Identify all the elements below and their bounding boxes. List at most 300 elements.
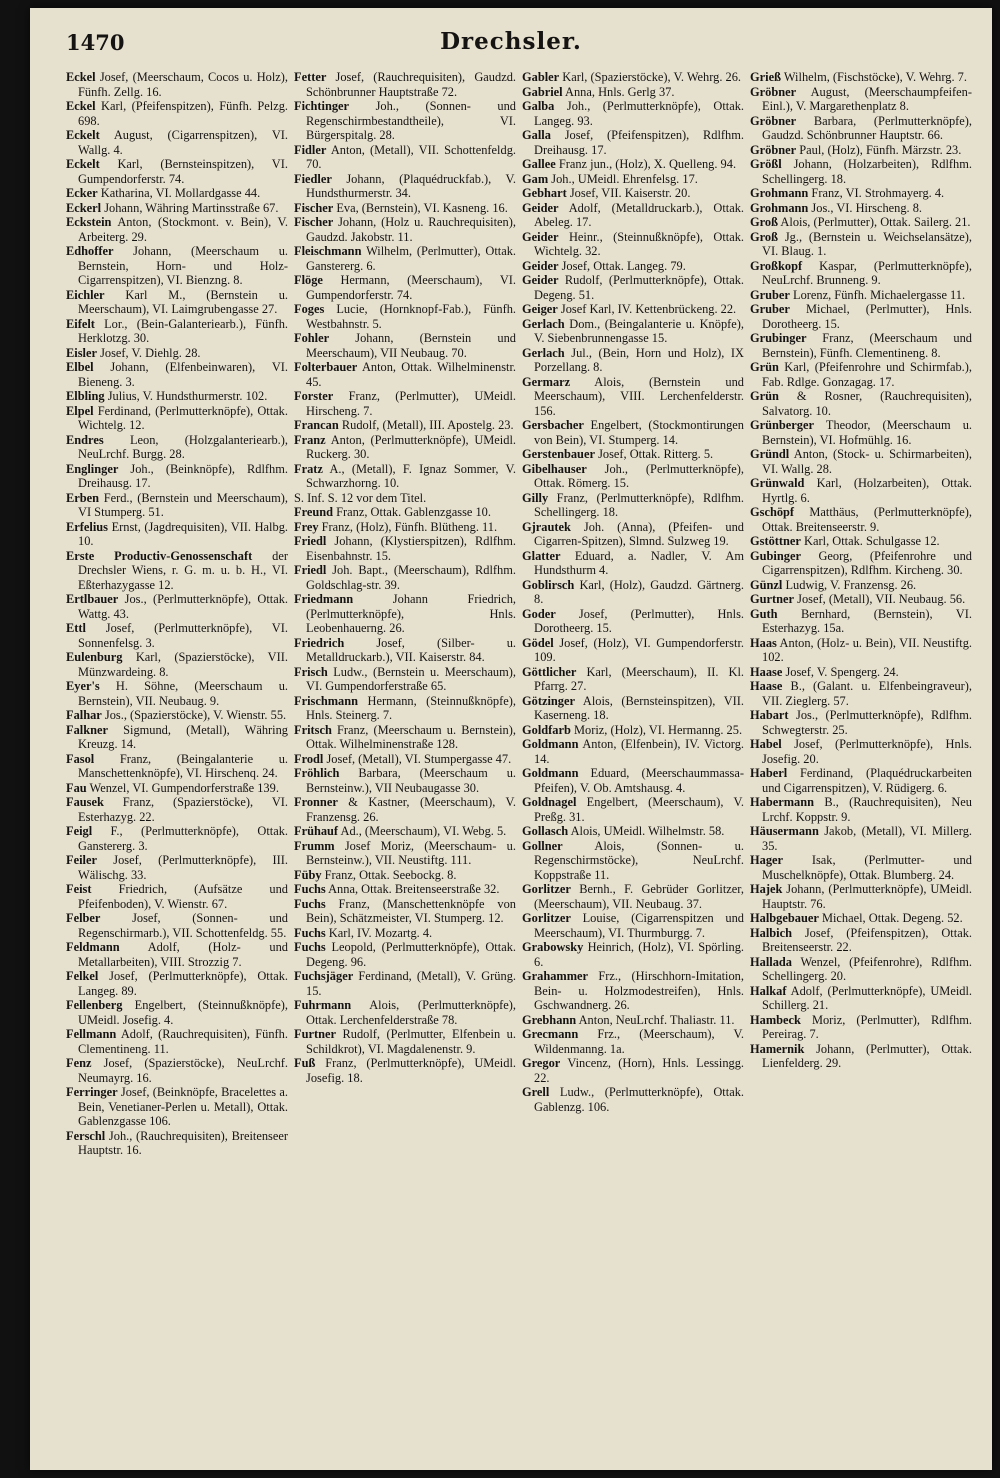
entry-name: Folterbauer [294,360,358,374]
entry-text: Heinrich, (Holz), VI. Spörling. 6. [534,940,744,969]
entry-text: Eva, (Bernstein), VI. Kasneng. 16. [336,200,508,215]
entry-name: Fidler [294,142,327,157]
directory-entry [66,853,288,882]
entry-text: Barbara, (Perlmutterknöpfe), Gaudzd. Schönbrunner Hauptstr. 66. [762,113,972,142]
directory-entry [66,201,288,216]
entry-text: Hermann, (Meerschaum), VI. Gumpendorferstr. 74. [306,273,516,302]
entry-name: Grabowsky [522,940,584,954]
directory-entry [750,955,972,984]
directory-entry [66,389,288,404]
entry-name: Fuchsjäger [294,969,354,983]
directory-entry [66,288,288,317]
directory-entry [522,940,744,969]
entry-name: Fratz [294,461,323,476]
entry-name: Gam [522,171,549,186]
directory-entry [294,636,516,665]
entry-name: Guth [750,606,778,621]
entry-text: Josef, (Meerschaum, Cocos u. Holz), Fünfh. Zellg. 16. [78,70,288,99]
directory-entry [294,143,516,172]
entry-text: Franz, (Perlmutter), UMeidl. Hirscheng. 7. [306,389,516,418]
directory-entry [66,911,288,940]
entry-text: Ad., (Meerschaum), VI. Webg. 5. [340,824,507,838]
entry-name: Gjrautek [522,519,571,534]
entry-text: Hermann, (Steinnußknöpfe), Hnls. Steinerg. 7. [306,693,516,722]
directory-entry [66,998,288,1027]
entry-text: Vincenz, (Horn), Hnls. Lessingg. 22. [534,1056,744,1085]
entry-name: Fuhrmann [294,998,352,1012]
directory-entry [750,665,972,680]
directory-entry [522,1085,744,1114]
directory-entry [294,201,516,216]
directory-entry [750,389,972,418]
entry-name: Fritsch [294,722,332,737]
entry-name: Fuchs [294,940,326,954]
entry-text: Alois, (Perlmutterknöpfe), Ottak. Lerchenfelderstraße 78. [306,998,516,1027]
directory-entry [294,433,516,462]
directory-entry [522,839,744,883]
entry-text: Georg, (Pfeifenrohre und Cigarrenspitzen), Rdlfhm. Kircheng. 30. [762,548,972,577]
directory-entry [522,911,744,940]
directory-entry [66,462,288,491]
entry-name: Eckelt [66,128,100,142]
entry-name: Geider [522,229,559,244]
directory-entry [294,360,516,389]
directory-entry [66,752,288,781]
entry-name: Fellmann [66,1027,117,1041]
entry-name: Fischer [294,200,334,215]
directory-entry [750,157,972,186]
entry-name: Eifelt [66,316,95,331]
directory-entry [294,1027,516,1056]
entry-text: Joh. (Anna), (Pfeifen- und Cigarren-Spitzen), Slmnd. Sulzweg 19. [534,519,744,548]
entry-text: der Drechsler Wiens, r. G. m. u. b. H., VI. Eßterhazygasse 12. [78,548,288,592]
entry-text: Johann, (Meerschaum u. Bernstein, Horn- und Holz-Cigarrenspitzen), VI. Bienzng. 8. [78,244,288,287]
entry-name: Fasol [66,751,95,766]
directory-entry [66,317,288,346]
entry-text: Karl M., (Bernstein u. Meerschaum), VI. Laimgrubengasse 27. [78,287,288,316]
directory-entry [294,244,516,273]
directory-entry [750,578,972,593]
entry-text: Kaspar, (Perlmutterknöpfe), NeuLrchf. Brunneng. 9. [762,258,972,287]
directory-entry [522,186,744,201]
entry-text: Anton, (Perlmutterknöpfe), UMeidl. Ruckerg. 30. [306,432,516,461]
entry-name: Grahammer [522,969,589,983]
entry-text: Engelbert, (Meerschaum), V. Preßg. 31. [534,795,744,824]
entry-text: Matthäus, (Perlmutterknöpfe), Ottak. Breitenseerstr. 9. [762,505,972,534]
entry-name: Frumm [294,838,335,853]
entry-name: Gröbner [750,113,797,128]
entry-text: Friedrich, (Aufsätze und Pfeifenboden), V. Wienstr. 67. [78,882,288,911]
directory-entry [66,679,288,708]
directory-entry [750,607,972,636]
entry-name: Elbling [66,389,105,403]
entry-name: Habart [750,708,789,722]
running-head: Drechsler. [440,28,582,55]
entry-name: Habermann [750,795,815,809]
entry-text: Bernh., F. Gebrüder Gorlitzer, (Meerschaum), VII. Neubaug. 37. [534,882,744,911]
directory-entry [294,940,516,969]
entry-name: Grün [750,360,779,374]
directory-entry [750,679,972,708]
directory-entry [522,157,744,172]
entry-text: Johann, (Bernstein und Meerschaum), VII Neubaug. 70. [306,331,516,360]
entry-name: Ferringer [66,1085,118,1099]
entry-name: Felkel [66,969,99,983]
entry-text: Wilhelm, (Perlmutter), Ottak. Ganstererg. 6. [306,244,516,273]
entry-text: Franz, Ottak. Gablenzgasse 10. [336,505,491,519]
directory-entry [750,549,972,578]
directory-entry [294,998,516,1027]
entry-name: Eckerl [66,200,102,215]
entry-text: Bernhard, (Bernstein), VI. Esterhazyg. 15a. [762,606,972,635]
directory-entry [522,766,744,795]
directory-entry [294,824,516,839]
directory-entry [522,273,744,302]
entry-text: Jul., (Bein, Horn und Holz), IX Porzellang. 8. [534,345,744,374]
directory-entry [66,882,288,911]
entry-name: Gurtner [750,592,795,606]
entry-name: Eckel [66,99,96,113]
entry-name: Grün [750,389,779,403]
entry-name: Grohmann [750,186,809,200]
entry-name: Flöge [294,273,323,287]
entry-text: Franz, VI. Strohmayerg. 4. [811,186,945,200]
directory-entry [294,302,516,331]
directory-entry [522,694,744,723]
entry-name: Hamernik [750,1041,805,1056]
entry-text: Josef, Ottak. Langeg. 79. [561,258,686,273]
entry-name: Goldmann [522,737,579,751]
directory-entry [294,563,516,592]
entry-name: Grieß [750,70,781,84]
directory-entry [66,795,288,824]
directory-entry [522,99,744,128]
entry-text: Karl, IV. Mozartg. 4. [328,925,433,940]
directory-entry [522,665,744,694]
directory-entry [66,1056,288,1085]
entry-text: Theodor, (Meerschaum u. Bernstein), VI. Hofmühlg. 16. [762,418,972,447]
entry-name: Grünwald [750,476,805,490]
entry-text: Alois, (Bernsteinspitzen), VII. Kaserneng. 18. [534,693,744,722]
directory-entry [294,795,516,824]
entry-text: Josef, (Spazierstöcke), NeuLrchf. Neumayrg. 16. [78,1056,288,1085]
entry-name: Francan [294,418,339,432]
directory-entry [522,491,744,520]
directory-entry [66,99,288,128]
entry-text: Franz, (Manschettenknöpfe von Bein), Schätzmeister, VI. Stumperg. 12. [306,896,516,925]
entry-text: Anna, Hnls. Gerlg 37. [565,84,675,99]
entry-name: Häusermann [750,824,819,838]
directory-entry [294,766,516,795]
entry-name: Fiedler [294,171,332,186]
directory-entry [750,201,972,216]
entry-text: Joh., UMeidl. Ehrenfelsg. 17. [551,171,698,186]
entry-name: Gröbner [750,142,797,157]
directory-entry [294,273,516,302]
entry-name: Fleischmann [294,244,362,258]
directory-entry [294,215,516,244]
entry-text: Joh., (Perlmutterknöpfe), Ottak. Römerg. 15. [534,461,744,490]
entry-text: Anton, (Elfenbein), IV. Victorg. 14. [534,737,744,766]
directory-entry [66,1027,288,1056]
entry-name: Gruber [750,302,790,316]
directory-entry [750,476,972,505]
entry-text: Franz, (Beingalanterie u. Manschettenknöpfe), VI. Hirschenq. 24. [78,751,288,780]
directory-entry [522,418,744,447]
entry-text: Joh. Bapt., (Meerschaum), Rdlfhm. Goldschlag-str. 39. [306,563,516,592]
entry-text: B., (Rauchrequisiten), Neu Lrchf. Koppstr. 9. [762,795,972,824]
entry-text: Anna, Ottak. Breitenseerstraße 32. [328,882,500,896]
entry-text: Josef, (Perlmutter), Hnls. Dorotheerg. 15. [534,606,744,635]
entry-name: Fuchs [294,896,326,911]
entry-text: Frz., (Hirschhorn-Imitation, Bein- u. Holzmodestreifen), Hnls. Gschwandnerg. 26. [534,969,744,1012]
entry-name: Feiler [66,853,97,867]
directory-entry [294,534,516,563]
directory-entry [294,389,516,418]
entry-text: Ferdinand, (Metall), V. Grüng. 15. [306,969,516,998]
entry-text: Ludw., (Bernstein u. Meerschaum), VI. Gumpendorferstraße 65. [306,664,516,693]
entry-name: Fenz [66,1056,92,1070]
entry-text: Franz, (Spazierstöcke), VI. Esterhazyg. 22. [78,795,288,824]
entry-name: Freund [294,505,334,519]
directory-entry [522,317,744,346]
entry-name: Fischer [294,215,334,229]
entry-name: Falhar [66,708,102,722]
entry-text: Ludw., (Perlmutterknöpfe), Ottak. Gablenzg. 106. [534,1085,744,1114]
entry-text: Lucie, (Hornknopf-Fab.), Fünfh. Westbahnstr. 5. [306,302,516,331]
directory-entry [66,491,288,520]
entry-name: Gregor [522,1056,561,1070]
entry-name: Hambeck [750,1012,801,1027]
directory-entry [294,868,516,883]
entry-name: Fetter [294,70,327,84]
directory-entry [66,781,288,796]
entry-text: Joh., (Rauchrequisiten), Breitenseer Hauptstr. 16. [78,1128,288,1157]
entry-text: H. Söhne, (Meerschaum u. Bernstein), VII. Neubaug. 9. [78,679,288,708]
directory-entry [522,969,744,1013]
entry-name: Fuß [294,1056,316,1070]
directory-entry [522,85,744,100]
entry-name: Eichler [66,287,105,302]
entry-text: Alois, (Perlmutter), Ottak. Sailerg. 21. [780,215,971,229]
directory-entry [750,70,972,85]
directory-entry [294,723,516,752]
entry-text: Jos., (Perlmutterknöpfe), Ottak. Wattg. 43. [78,592,288,621]
entry-text: Karl, (Meerschaum), II. Kl. Pfarrg. 27. [534,664,744,693]
entry-text: Franz, (Holz), Fünfh. Blütheng. 11. [321,519,498,534]
entry-text: S. Inf. S. 12 vor dem Titel. [294,490,427,505]
directory-entry [294,752,516,767]
directory-entry [750,534,972,549]
entry-name: Göttlicher [522,664,577,679]
entry-text: Josef, V. Diehlg. 28. [100,345,201,360]
directory-entry [750,737,972,766]
entry-name: Grebhann [522,1012,577,1027]
directory-entry [522,375,744,419]
directory-entry [522,172,744,187]
entry-text: Anton, (Metall), VII. Schottenfeldg. 70. [306,142,516,171]
entry-text: Engelbert, (Stockmontirungen von Bein), VI. Stumperg. 14. [534,418,744,447]
entry-name: Groß [750,229,778,244]
directory-entry [294,1056,516,1085]
directory-entry [66,969,288,998]
entry-name: Gorlitzer [522,882,571,896]
directory-entry [66,1085,288,1129]
entry-name: Glatter [522,548,561,563]
entry-name: Grell [522,1085,550,1099]
entry-name: Gibelhauser [522,461,587,476]
entry-name: Goldnagel [522,795,577,809]
entry-name: Fau [66,780,87,795]
entry-name: Grünberger [750,418,815,432]
entry-name: Gruber [750,287,790,302]
directory-entry [750,505,972,534]
entry-name: Eisler [66,345,97,360]
entry-text: Ernst, (Jagdrequisiten), VII. Halbg. 10. [78,519,288,548]
entry-text: Paul, (Holz), Fünfh. Märzstr. 23. [799,142,962,157]
entry-text: Engelbert, (Steinnußknöpfe), UMeidl. Josefig. 4. [78,998,288,1027]
entry-text: Jakob, (Metall), VI. Millerg. 35. [762,824,972,853]
entry-text: Sigmund, (Metall), Währing Kreuzg. 14. [78,722,288,751]
directory-entry [750,1042,972,1071]
entry-text: Dom., (Beingalanterie u. Knöpfe), V. Siebenbrunnengasse 15. [534,316,744,345]
entry-name: Frisch [294,664,328,679]
entry-text: Josef, (Silber- u. Metalldruckarb.), VII. Kaiserstr. 84. [306,635,516,664]
directory-entry [66,128,288,157]
entry-name: Friedrich [294,635,345,650]
directory-entry [522,607,744,636]
entry-name: Erfelius [66,519,108,534]
entry-text: F., (Perlmutterknöpfe), Ottak. Ganstererg. 3. [78,824,288,853]
entry-name: Fuchs [294,882,326,896]
entry-name: Friedmann [294,592,354,606]
entry-name: Fröhlich [294,766,340,780]
directory-entry [522,230,744,259]
directory-entry [750,331,972,360]
entry-text: Adolf, (Metalldruckarb.), Ottak. Abeleg. 17. [534,200,744,229]
entry-name: Goldmann [522,766,579,780]
entry-name: Halkaf [750,983,787,998]
directory-entry [522,346,744,375]
entry-text: Karl, (Spazierstöcke), VII. Münzwardeing. 8. [78,650,288,679]
directory-entry [66,708,288,723]
entry-text: Johann, Währing Martinsstraße 67. [104,200,279,215]
directory-entry [294,491,516,506]
entry-text: Johann, (Klystierspitzen), Rdlfhm. Eisenbahnstr. 15. [306,534,516,563]
directory-entry [66,723,288,752]
entry-name: Größl [750,157,782,171]
entry-name: Gödel [522,635,554,650]
entry-text: Anton, (Stockmont. v. Bein), V. Arbeiterg. 29. [78,215,288,244]
entry-text: Rudolf, (Metall), III. Apostelg. 23. [341,418,514,432]
directory-entry [522,1013,744,1028]
column-1 [66,70,288,1455]
directory-entry [66,404,288,433]
entry-name: Edhoffer [66,244,114,258]
directory-entry [750,708,972,737]
entry-name: Friedl [294,534,327,548]
directory-entry [750,288,972,303]
entry-text: Alois, (Bernstein und Meerschaum), VIII. Lerchenfelderstr. 156. [534,374,744,418]
entry-name: Feigl [66,824,93,838]
entry-text: Franz, (Meerschaum u. Bernstein), Ottak. Wilhelminenstraße 128. [306,722,516,751]
entry-name: Fellenberg [66,998,123,1012]
entry-name: Hallada [750,954,792,969]
entry-name: Haase [750,664,783,679]
directory-entry [750,1013,972,1042]
directory-entry [522,882,744,911]
directory-entry [294,172,516,201]
entry-text: Wilhelm, (Fischstöcke), V. Wehrg. 7. [783,70,967,84]
directory-entry [294,520,516,535]
directory-entry [750,766,972,795]
entry-name: Halbgebauer [750,911,819,925]
entry-name: Eckel [66,70,96,84]
entry-text: Moriz, (Perlmutter), Rdlfhm. Pereirag. 7. [762,1012,972,1041]
directory-entry [750,824,972,853]
entry-text: & Kastner, (Meerschaum), V. Franzensg. 26. [306,795,516,824]
entry-name: Gollasch [522,824,569,838]
directory-entry [522,636,744,665]
directory-entry [522,520,744,549]
entry-name: Ferschl [66,1128,106,1143]
directory-entry [66,215,288,244]
directory-entry [750,302,972,331]
directory-entry [750,215,972,230]
entry-text: Julius, V. Hundsthurmerstr. 102. [107,389,268,403]
entry-text: Josef, (Perlmutterknöpfe), VI. Sonnenfelsg. 3. [78,621,288,650]
entry-text: Joh., (Perlmutterknöpfe), Ottak. Langeg. 93. [534,99,744,128]
entry-text: Johann, (Plaquédruckfab.), V. Hundsthurmerstr. 34. [306,171,516,200]
directory-entry [66,186,288,201]
entry-text: Adolf, (Perlmutterknöpfe), UMeidl. Schillerg. 21. [762,983,972,1012]
directory-entry [750,85,972,114]
entry-name: Galla [522,128,551,142]
entry-name: Eckstein [66,215,112,229]
entry-text: Karl, Ottak. Schulgasse 12. [804,534,940,548]
directory-page [30,8,992,1470]
entry-name: Goblirsch [522,577,575,592]
entry-name: Haberl [750,766,788,780]
entry-name: Gerlach [522,316,565,331]
directory-entry [750,114,972,143]
directory-entry [66,244,288,288]
entry-name: Gorlitzer [522,911,571,925]
entry-name: Fausek [66,795,104,809]
directory-entry [294,926,516,941]
directory-entry [522,795,744,824]
entry-text: Franz, Ottak. Seebockg. 8. [324,867,457,882]
directory-entry [522,578,744,607]
entry-name: Erben [66,490,100,505]
entry-name: Ecker [66,186,98,200]
entry-text: Michael, Ottak. Degeng. 52. [821,911,963,925]
directory-entry [522,1056,744,1085]
entry-text: Moriz, (Holz), VI. Hermanng. 25. [574,722,743,737]
entry-name: Hajek [750,882,783,896]
entry-name: Elbel [66,360,94,374]
entry-text: Franz jun., (Holz), X. Quelleng. 94. [558,157,737,171]
page-number: 1470 [66,30,125,55]
entry-name: Gründl [750,447,790,461]
entry-name: Ertlbauer [66,592,119,606]
entry-text: Johann, (Holzarbeiten), Rdlfhm. Schellingerg. 18. [762,157,972,186]
entry-text: Johann, (Holz u. Rauchrequisiten), Gaudzd. Jakobstr. 11. [306,215,516,244]
directory-entry [66,360,288,389]
entry-name: Gebhart [522,186,567,200]
entry-text: Karl, (Spazierstöcke), V. Wehrg. 26. [562,70,742,84]
entry-name: Erste Productiv-Genossenschaft [66,548,253,563]
